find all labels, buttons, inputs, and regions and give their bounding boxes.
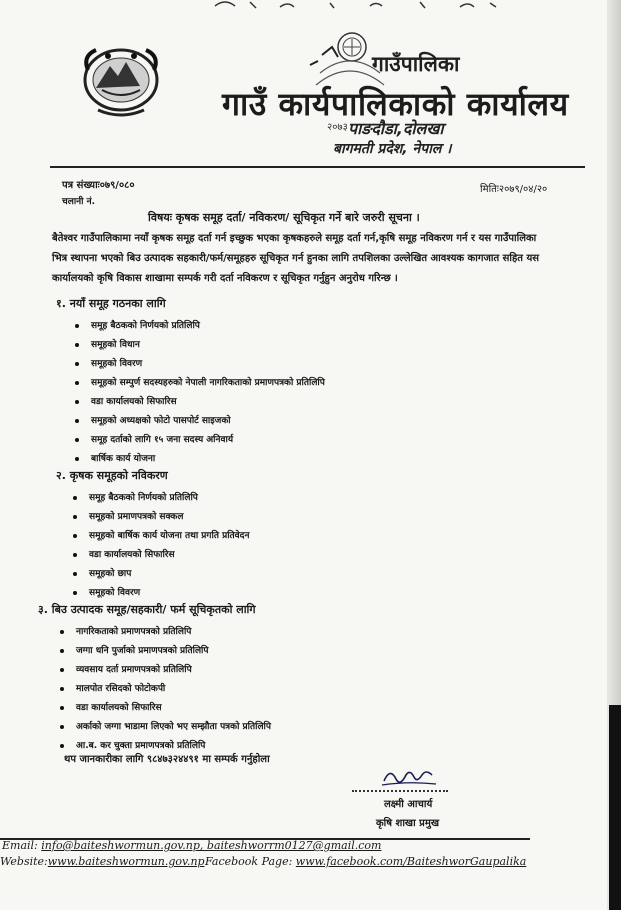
bullet-icon [75, 400, 79, 404]
office-title: गाउँ कार्यपालिकाको कार्यालय [222, 85, 569, 123]
bullet-icon [60, 630, 64, 634]
bullet-icon [60, 706, 64, 710]
header-divider [50, 166, 585, 168]
list-item: समूह बैठकको निर्णयको प्रतिलिपि [91, 321, 200, 331]
bullet-icon [60, 725, 64, 729]
top-scrawl-marks [210, 0, 510, 10]
signer-role: कृषि शाखा प्रमुख [376, 818, 440, 829]
footer-email [2, 839, 381, 852]
list-item: नागरिकताको प्रमाणपत्रको प्रतिलिपि [76, 627, 192, 637]
bullet-icon [75, 381, 79, 385]
bullet-icon [73, 553, 77, 557]
list-item: समूहको विवरण [89, 588, 141, 598]
list-item: समूहको अध्यक्षको फोटो पासपोर्ट साइजको [91, 416, 231, 426]
bullet-icon [75, 438, 79, 442]
list-item: समूह दर्ताको लागि १५ जना सदस्य अनिवार्य [91, 435, 234, 445]
list-item: समूह बैठकको निर्णयको प्रतिलिपि [89, 493, 198, 503]
nepal-emblem-icon [78, 40, 164, 118]
list-item: अर्काको जग्गा भाडामा लिएको भए सम्झौता पत्रको प्रतिलिपि [76, 722, 271, 732]
address-line-1: पाङदौडा,दोलखा [348, 119, 444, 138]
footer-website [0, 855, 205, 868]
stamp-year: २०७३ [327, 122, 348, 133]
list-item: मालपोत रसिदको फोटोकपी [76, 684, 166, 694]
list-item: समूहको प्रमाणपत्रको सक्कल [89, 512, 184, 522]
list-item: आ.ब. कर चुक्ता प्रमाणपत्रको प्रतिलिपि [76, 741, 206, 751]
list-item: व्यवसाय दर्ता प्रमाणपत्रको प्रतिलिपि [76, 665, 192, 675]
list-item: वडा कार्यालयको सिफारिस [89, 550, 175, 560]
bullet-icon [73, 534, 77, 538]
bullet-icon [75, 457, 79, 461]
contact-line: थप जानकारीका लागि ९८४७३२४४९१ मा सम्पर्क गर्नुहोला [64, 754, 270, 765]
body-line: बैतेश्वर गाउँपालिकामा नयाँ कृषक समूह दर्ता गर्न इच्छुक भएका कृषकहरुले समूह दर्ता गर्न,कृषि समूह नविकरण गर्न र यस गाउँपालिका [52, 233, 537, 244]
list-item: बार्षिक कार्य योजना [91, 454, 156, 464]
signature-line [352, 790, 448, 792]
facebook-link[interactable]: www.facebook.com/BaiteshworGaupalika [295, 855, 527, 868]
list-item: जग्गा धनि पुर्जाको प्रमाणपत्रको प्रतिलिपि [76, 646, 209, 656]
signer-name: लक्ष्मी आचार्य [384, 799, 433, 810]
letter-body [52, 229, 621, 289]
facebook-label: Facebook Page: [205, 855, 293, 868]
list-item: वडा कार्यालयको सिफारिस [76, 703, 162, 713]
section-title: ३. बिउ उत्पादक समूह/सहकारी/ फर्म सूचिकृतको लागि [38, 603, 256, 616]
body-line: कार्यालयको कृषि विकास शाखामा सम्पर्क गरी दर्ता नविकरण र सूचिकृत गर्नुहुन अनुरोध गरिन्छ । [52, 273, 398, 284]
website-label: Website: [0, 855, 48, 868]
email-link[interactable]: info@baiteshwormun.gov.np, baiteshworrm0127@gmail.com [41, 839, 382, 852]
list-item: समूहको विधान [91, 340, 140, 350]
bullet-icon [75, 362, 79, 366]
bullet-icon [73, 591, 77, 595]
list-item: समूहको छाप [89, 569, 132, 579]
body-line: भित्र स्थापना भएको बिउ उत्पादक सहकारी/फर्म/समूहहरु सूचिकृत गर्न हुनका लागि तपशिलका उल्लेखित आवश्यक कागजात सहित यस [52, 253, 540, 264]
bullet-icon [75, 419, 79, 423]
bullet-icon [73, 496, 77, 500]
bullet-icon [75, 324, 79, 328]
section-title: २. कृषक समूहको नविकरण [56, 469, 168, 482]
website-link[interactable]: www.baiteshwormun.gov.np [47, 855, 205, 868]
list-item: समूहको बार्षिक कार्य योजना तथा प्रगति प्रतिवेदन [89, 531, 250, 541]
header-gaupalika-label: गाउँपालिका [372, 51, 460, 76]
list-item: वडा कार्यालयको सिफारिस [91, 397, 177, 407]
dispatch-number: चलानी नं. [62, 197, 96, 207]
bullet-icon [75, 343, 79, 347]
scan-shadow [609, 705, 621, 910]
bullet-icon [60, 649, 64, 653]
list-item: समूहको विवरण [91, 359, 143, 369]
footer-facebook [205, 855, 526, 868]
handwritten-signature [380, 765, 440, 789]
email-label: Email: [2, 839, 38, 852]
bullet-icon [60, 687, 64, 691]
bullet-icon [73, 572, 77, 576]
bullet-icon [73, 515, 77, 519]
address-line-2: बागमती प्रदेश, नेपाल । [333, 141, 452, 157]
letter-number: पत्र संख्याः०७९/०८० [62, 180, 135, 191]
section-title: १. नयाँ समूह गठनका लागि [56, 297, 166, 310]
bullet-icon [60, 744, 64, 748]
bullet-icon [60, 668, 64, 672]
letter-date: मितिः२०७९/०४/२० [480, 184, 548, 195]
letter-subject: विषयः कृषक समूह दर्ता/ नविकरण/ सूचिकृत गर्ने बारे जरुरी सूचना । [148, 211, 420, 224]
list-item: समूहको सम्पुर्ण सदस्यहरुको नेपाली नागरिकताको प्रमाणपत्रको प्रतिलिपि [91, 378, 325, 388]
